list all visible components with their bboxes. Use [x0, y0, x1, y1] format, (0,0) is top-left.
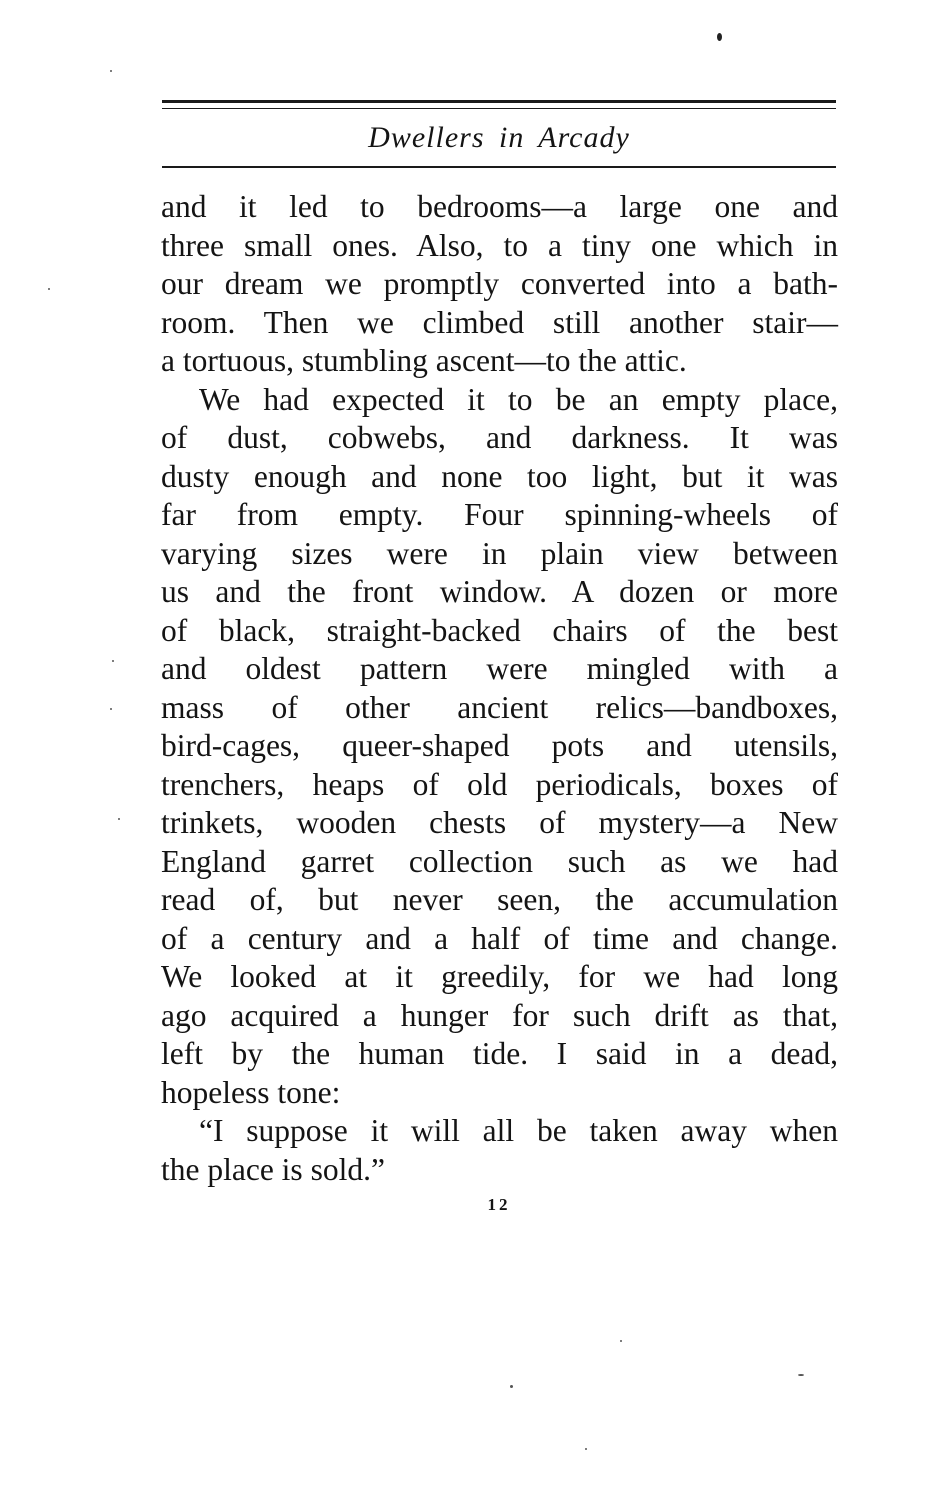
scan-speck [585, 1448, 587, 1450]
text-line: ago acquired a hunger for such drift as that, [161, 997, 838, 1033]
scan-speck [110, 708, 112, 710]
body-text [161, 188, 838, 1189]
text-line: read of, but never seen, the accumulation [161, 882, 838, 917]
scan-speck [112, 660, 114, 662]
text-line: England garret collection such as we had [161, 843, 838, 879]
text-line: left by the human tide. I said in a dead, [161, 1036, 838, 1071]
text-line: trenchers, heaps of old periodicals, boxes of [161, 766, 838, 802]
header-rule-bottom [162, 166, 836, 168]
page-number: 12 [487, 1195, 511, 1214]
text-line: us and the front window. A dozen or more [161, 574, 838, 609]
header-rule-top [162, 100, 836, 103]
scan-speck [717, 33, 722, 41]
text-line: We had expected it to be an empty place, [199, 381, 838, 417]
text-line: bird-cages, queer-shaped pots and utensils, [161, 728, 838, 763]
text-line: of black, straight-backed chairs of the best [161, 612, 838, 648]
text-line: a tortuous, stumbling ascent—to the attic. [161, 343, 687, 378]
text-line: far from empty. Four spinning-wheels of [161, 497, 838, 532]
text-line: three small ones. Also, to a tiny one which in [161, 227, 838, 263]
text-line: room. Then we climbed still another stair— [161, 304, 838, 340]
scan-speck [620, 1340, 622, 1342]
scan-speck [798, 1374, 804, 1376]
header-rule-top-thin [162, 108, 836, 109]
text-line: of a century and a half of time and change. [161, 920, 838, 956]
text-line: the place is sold.” [161, 1151, 385, 1187]
running-head: Dwellers in Arcady [368, 121, 630, 154]
scan-speck [118, 818, 120, 820]
text-line: our dream we promptly converted into a bath- [161, 266, 838, 301]
text-line: of dust, cobwebs, and darkness. It was [161, 420, 838, 455]
text-line: hopeless tone: [161, 1074, 341, 1110]
scan-speck [48, 288, 50, 290]
text-line: dusty enough and none too light, but it was [161, 458, 838, 494]
text-line: mass of other ancient relics—bandboxes, [161, 689, 838, 725]
text-line: and it led to bedrooms—a large one and [161, 189, 838, 224]
text-line: trinkets, wooden chests of mystery—a New [161, 805, 838, 840]
scan-speck [510, 1385, 513, 1388]
text-line: and oldest pattern were mingled with a [161, 651, 838, 686]
text-line: varying sizes were in plain view between [161, 535, 838, 571]
text-line: “I suppose it will all be taken away when [199, 1113, 838, 1148]
scan-speck [110, 70, 112, 72]
text-line: We looked at it greedily, for we had long [161, 959, 838, 994]
